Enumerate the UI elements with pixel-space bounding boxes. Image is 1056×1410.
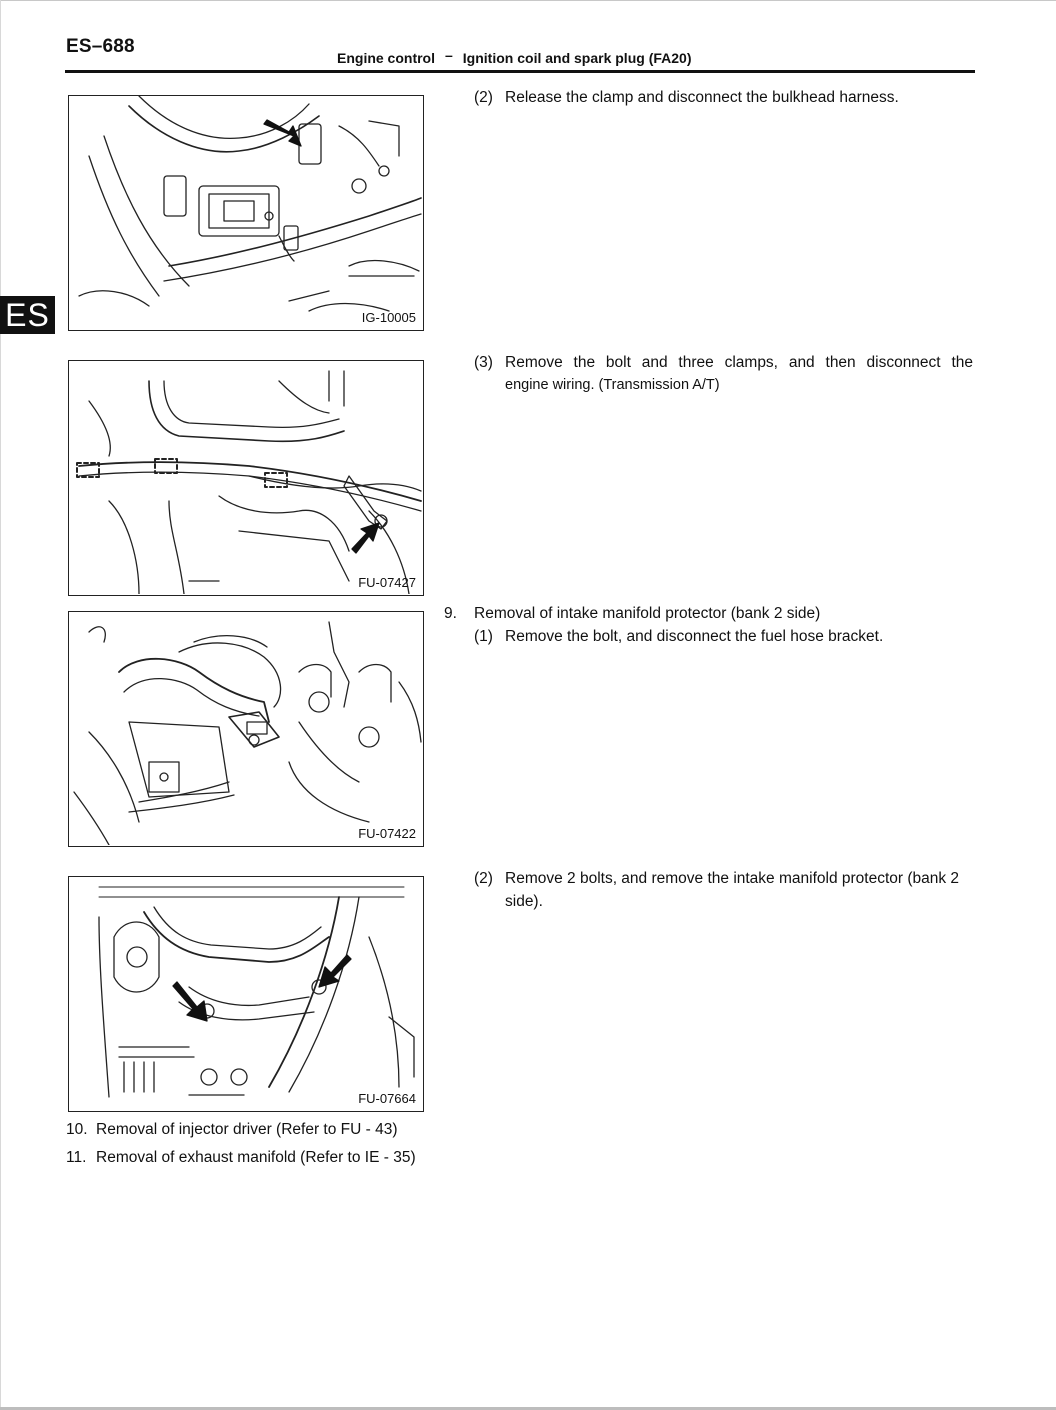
figure-intake-manifold-protector [68, 876, 424, 1112]
step-text: Release the clamp and disconnect the bulkhead harness. [505, 89, 899, 106]
figure-illustration [69, 877, 422, 1110]
step-text: Removal of exhaust manifold (Refer to IE - 35) [96, 1149, 416, 1166]
step-text-line2: side). [505, 893, 543, 910]
figure-code: FU-07422 [358, 826, 416, 841]
figure-engine-wiring [68, 360, 424, 596]
step-number: (3) [474, 354, 493, 371]
figure-illustration [69, 96, 422, 329]
figure-illustration [69, 361, 422, 594]
step-number: 10. [66, 1121, 88, 1138]
header-topic: Ignition coil and spark plug (FA20) [462, 50, 692, 66]
step-number: (1) [474, 628, 493, 645]
header-rule [65, 70, 975, 73]
figure-fuel-hose-bracket [68, 611, 424, 847]
step-9-2 [474, 867, 974, 913]
step-number: 11. [66, 1149, 87, 1166]
figure-illustration [69, 612, 422, 845]
step-number: (2) [474, 870, 493, 887]
step-number: (2) [474, 89, 493, 106]
step-text-line1: Remove 2 bolts, and remove the intake manifold protector (bank 2 [505, 870, 960, 887]
page-border-top [0, 0, 1056, 1]
page-border-left [0, 0, 1, 1410]
step-number: 9. [444, 605, 457, 622]
section-tab: ES [0, 296, 55, 334]
figure-bulkhead-harness [68, 95, 424, 331]
figure-code: FU-07664 [358, 1091, 416, 1106]
header-title [337, 47, 692, 66]
step-text: Removal of intake manifold protector (bank 2 side) [474, 605, 821, 622]
step-text: Remove the bolt, and disconnect the fuel hose bracket. [505, 628, 884, 645]
page-number: ES–688 [66, 36, 135, 57]
figure-code: IG-10005 [361, 310, 416, 325]
step-text-line2: engine wiring. (Transmission A/T) [505, 377, 720, 393]
figure-code: FU-07427 [358, 575, 416, 590]
header-separator: – [445, 47, 453, 63]
step-text-line1: Remove the bolt and three clamps, and then disconnect the [505, 354, 973, 371]
header-section: Engine control [337, 50, 435, 66]
step-text: Removal of injector driver (Refer to FU - 43) [96, 1121, 398, 1138]
step-8-3 [474, 351, 974, 397]
